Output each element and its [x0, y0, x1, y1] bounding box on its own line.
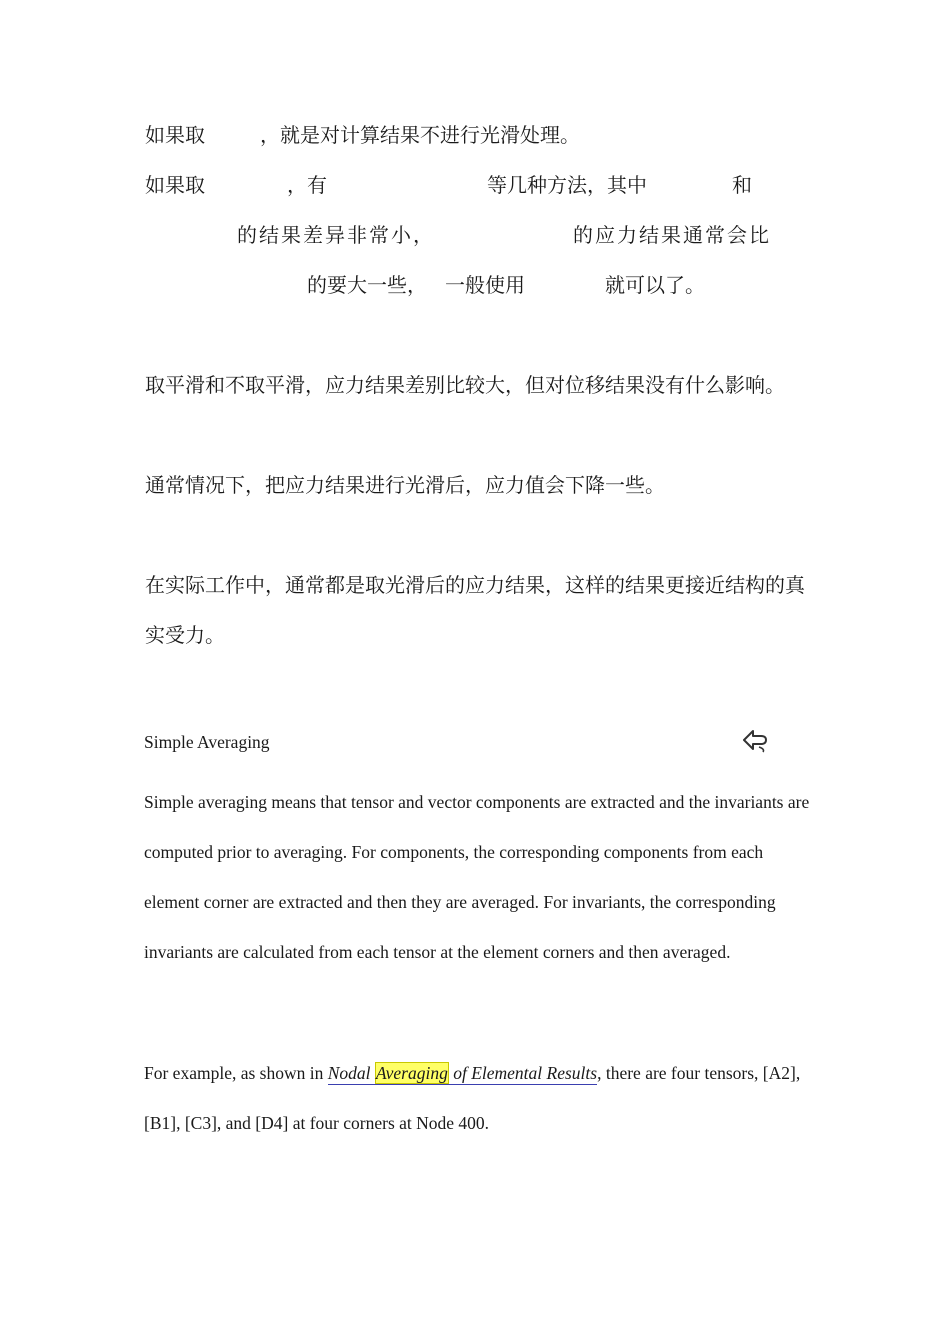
link-text-2: of Elemental Results [453, 1063, 598, 1083]
en-para-2 [144, 1048, 810, 1148]
cn-para-1-b: ，就是对计算结果不进行光滑处理。 [260, 123, 580, 147]
en-para-2-after: , there are four tensors, [A2], [B1], [C3], and [D4] at four corners at Node 400. [144, 1063, 801, 1133]
nodal-averaging-link[interactable] [328, 1063, 597, 1085]
cn-para-4: 通常情况下，把应力结果进行光滑后，应力值会下降一些。 [145, 473, 665, 497]
cn-para-2-line-2 [145, 210, 810, 260]
link-highlight: Averaging [375, 1063, 448, 1083]
cn-para-2-l2-b: 的应力结果通常会比 [573, 223, 771, 247]
cn-para-3: 取平滑和不取平滑，应力结果差别比较大，但对位移结果没有什么影响。 [145, 373, 785, 397]
en-para-1: Simple averaging means that tensor and vector components are extracted and the invariants are computed prior to averaging. For components, the corresponding components from each element corner are extracted and then they are averaged. For invariants, the corresponding invariants are calculated from each tensor at the element corners and then averaged. [144, 792, 810, 962]
cn-para-2-l3-a: 的要大一些， [307, 273, 427, 297]
en-para-2-before: For example, as shown in [144, 1063, 328, 1083]
cn-para-2-l3-b: 一般使用 [445, 273, 525, 297]
back-arrow-icon[interactable] [741, 727, 769, 753]
section-heading: Simple Averaging [144, 732, 270, 752]
cn-para-2-line-1 [145, 160, 810, 210]
cn-para-1-a: 如果取 [145, 123, 205, 147]
cn-para-2-l1-a: 如果取 [145, 173, 205, 197]
cn-para-2-l3-c: 就可以了。 [605, 273, 705, 297]
cn-para-2-l1-d: 和 [732, 173, 752, 197]
cn-para-2-l1-b: ，有 [287, 173, 327, 197]
link-text-1: Nodal [327, 1063, 371, 1083]
cn-para-2-line-3 [145, 260, 810, 310]
cn-para-2-l2-a: 的结果差异非常小， [237, 223, 435, 247]
cn-para-2-l1-c: 等几种方法，其中 [487, 173, 647, 197]
cn-para-5: 在实际工作中，通常都是取光滑后的应力结果，这样的结果更接近结构的真实受力。 [145, 573, 805, 647]
cn-para-1 [145, 110, 810, 160]
